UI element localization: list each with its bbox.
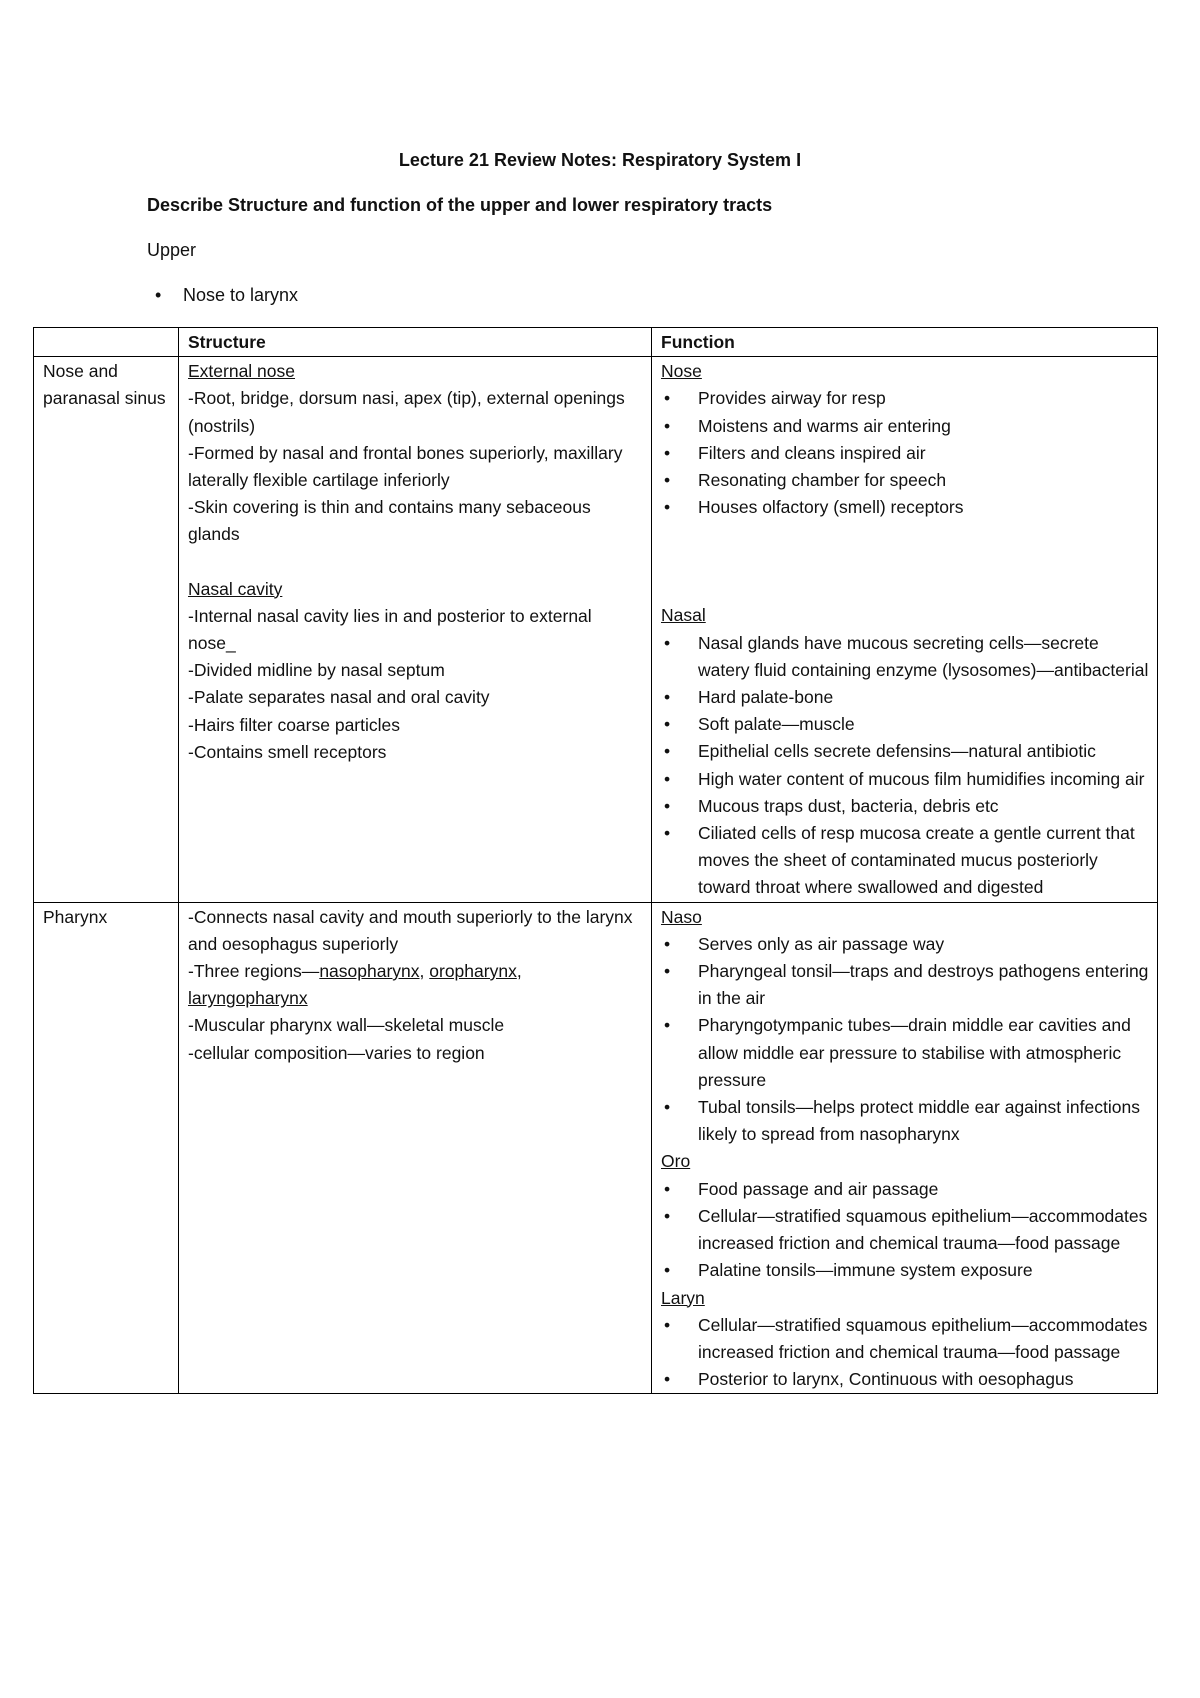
structure-line: -Muscular pharynx wall—skeletal muscle (188, 1015, 505, 1036)
bullet-list (661, 1176, 1149, 1285)
list-item: • Moistens and warms air entering (661, 413, 1149, 440)
list-item: • Epithelial cells secrete defensins—natural antibiotic (661, 738, 1149, 765)
function-cell (652, 357, 1158, 902)
region-nasopharynx: nasopharynx (319, 961, 420, 982)
region-separator: , (419, 961, 430, 982)
structure-line: -Formed by nasal and frontal bones superiorly, maxillary laterally flexible cartilage inferiorly (188, 442, 623, 491)
header-function: Function (652, 328, 1158, 357)
subheading: External nose (188, 361, 296, 382)
top-bullet-text: Nose to larynx (183, 285, 299, 305)
region-laryngopharynx: laryngopharynx (188, 988, 308, 1009)
bullet-icon: • (155, 285, 162, 305)
subheading: Nose (661, 361, 702, 382)
list-item: • Soft palate—muscle (661, 711, 1149, 738)
subheading: Naso (661, 906, 702, 927)
structure-line: -Hairs filter coarse particles (188, 714, 400, 735)
list-item: • Ciliated cells of resp mucosa create a gentle current that moves the sheet of contaminated mucus posteriorly toward throat where swallowed and digested (661, 820, 1149, 902)
list-item: • High water content of mucous film humidifies incoming air (661, 766, 1149, 793)
structure-line: -Connects nasal cavity and mouth superiorly to the larynx and oesophagus superiorly (188, 906, 633, 954)
list-item: • Houses olfactory (smell) receptors (661, 494, 1149, 521)
list-item: • Nasal glands have mucous secreting cells—secrete watery fluid containing enzyme (lysosomes)—antibacterial (661, 630, 1149, 684)
page-title: Lecture 21 Review Notes: Respiratory System I (398, 150, 802, 170)
subheading: Oro (661, 1151, 691, 1172)
bullet-list (661, 630, 1149, 902)
subheading: Nasal (661, 605, 706, 626)
structure-line: -Skin covering is thin and contains many sebaceous glands (188, 497, 591, 545)
list-item: • Posterior to larynx, Continuous with oesophagus (661, 1366, 1149, 1393)
list-item: • Food passage and air passage (661, 1176, 1149, 1203)
notes-table (33, 327, 1158, 1394)
header-cell-blank (34, 328, 179, 357)
list-item: • Palatine tonsils—immune system exposure (661, 1257, 1149, 1284)
bullet-list (661, 931, 1149, 1149)
list-item: • Filters and cleans inspired air (661, 440, 1149, 467)
bullet-list (661, 385, 1149, 521)
subheading: Nasal cavity (188, 578, 283, 599)
list-item: • Mucous traps dust, bacteria, debris etc (661, 793, 1149, 820)
structure-cell (179, 357, 652, 902)
structure-line: -Contains smell receptors (188, 741, 387, 762)
subheading: Laryn (661, 1287, 705, 1308)
bullet-list (661, 1312, 1149, 1394)
structure-line: -Internal nasal cavity lies in and posterior to external nose_ (188, 605, 592, 654)
list-item: • Serves only as air passage way (661, 931, 1149, 958)
list-item: • Cellular—stratified squamous epithelium—accommodates increased friction and chemical trauma—food passage (661, 1312, 1149, 1366)
structure-line (188, 958, 643, 1012)
table-row (34, 357, 1158, 902)
region-separator: , (516, 961, 522, 982)
list-item: • Pharyngeal tonsil—traps and destroys pathogens entering in the air (661, 958, 1149, 1012)
list-item: • Pharyngotympanic tubes—drain middle ear cavities and allow middle ear pressure to stabilise with atmospheric pressure (661, 1012, 1149, 1094)
list-item: • Cellular—stratified squamous epithelium—accommodates increased friction and chemical trauma—food passage (661, 1203, 1149, 1257)
row-label: Nose and paranasal sinus (34, 357, 179, 902)
regions-prefix: -Three regions— (188, 961, 320, 982)
list-item: • Provides airway for resp (661, 385, 1149, 412)
section-label: Upper (147, 240, 197, 260)
table-row (34, 902, 1158, 1394)
spacer (188, 549, 643, 576)
structure-line: -Palate separates nasal and oral cavity (188, 687, 490, 708)
structure-cell (179, 902, 652, 1394)
list-item: • Hard palate-bone (661, 684, 1149, 711)
list-item: • Tubal tonsils—helps protect middle ear against infections likely to spread from nasopharynx (661, 1094, 1149, 1148)
function-cell (652, 902, 1158, 1394)
spacer (661, 521, 1149, 602)
question-heading: Describe Structure and function of the upper and lower respiratory tracts (147, 195, 773, 215)
structure-line: -Divided midline by nasal septum (188, 660, 445, 681)
row-label: Pharynx (34, 902, 179, 1394)
list-item: • Resonating chamber for speech (661, 467, 1149, 494)
table-header-row (34, 328, 1158, 357)
region-oropharynx: oropharynx (429, 961, 517, 982)
structure-line: -Root, bridge, dorsum nasi, apex (tip), external openings (nostrils) (188, 388, 625, 436)
structure-line: -cellular composition—varies to region (188, 1042, 485, 1063)
top-bullet (155, 283, 298, 307)
header-structure: Structure (179, 328, 652, 357)
